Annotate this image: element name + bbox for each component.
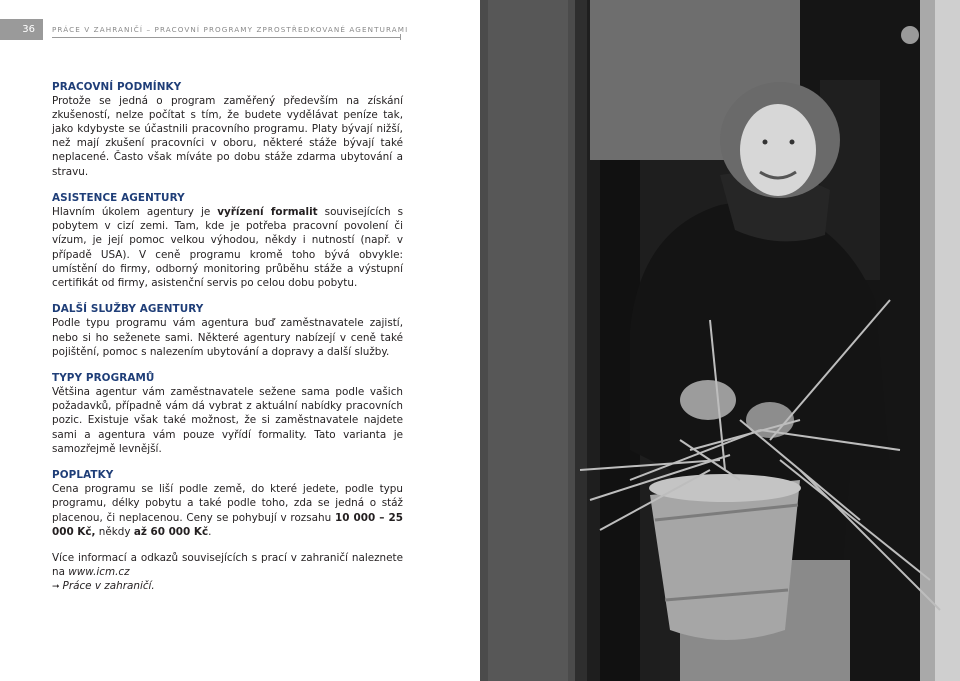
arrow-icon: ➞	[52, 582, 60, 593]
header-rule	[52, 37, 401, 38]
work-abroad-link[interactable]: Práce v zahraničí.	[62, 580, 155, 593]
section-agency-assistance	[52, 191, 403, 290]
text-fragment: někdy	[95, 525, 134, 538]
section-working-conditions	[52, 80, 403, 179]
section-heading: TYPY PROGRAMŮ	[52, 372, 155, 385]
website-link[interactable]: www.icm.cz	[68, 566, 130, 579]
section-heading: PRACOVNÍ PODMÍNKY	[52, 81, 182, 93]
section-heading: ASISTENCE AGENTURY	[52, 192, 185, 205]
section-program-types	[52, 371, 403, 456]
section-text: Většina agentur vám zaměstnavatele sežene sama podle vašich požadavků, případně vám dá vybrat z aktuální nabídky pracovních pozic. Existuje však také možnost, že si zaměstnavatele najdete sami a agentura vám pouze vyřídí formality. Tato varianta je samozřejmě levnější.	[52, 386, 403, 455]
section-text: Protože se jedná o program zaměřený především na získání zkušeností, nelze počítat s tím, že budete vydělávat peníze tak, jako kdybyste se účastnili pracovního programu. Platy bývají nižší, než mají zkušení pracovníci v oboru, některé stáže bývají také neplacené. Často však míváte po dobu stáže zdarma ubytování a stravu.	[52, 95, 403, 178]
running-header: PRÁCE V ZAHRANIČÍ – PRACOVNÍ PROGRAMY ZPROSTŘEDKOVANÉ AGENTURAMI	[52, 25, 409, 34]
more-info-text: Více informací a odkazů souvisejících s prací v zahraničí naleznete na	[52, 552, 403, 579]
section-heading: DALŠÍ SLUŽBY AGENTURY	[52, 303, 204, 316]
text-fragment: Hlavním úkolem agentury je	[52, 206, 218, 219]
header-rule-tick	[400, 34, 401, 40]
text-fragment: .	[208, 525, 212, 538]
section-fees	[52, 468, 403, 538]
bold-phrase: vyřízení formalit	[217, 206, 318, 219]
text-fragment: Cena programu se liší podle země, do které jedete, podle typu programu, délky pobytu a také podle toho, zda se jedná o stáž placenou, či neplacenou. Ceny se pohybují v rozsahu	[52, 483, 403, 524]
section-text	[52, 205, 403, 290]
text-fragment: souvisejících s pobytem v cizí zemi. Tam, kde je potřeba pracovní povolení či vízum, je její pomoc velkou výhodou, někdy i nutností (např. v případě USA). V ceně programu kromě toho bývá obvykle: umístění do firmy, odborný monitoring průběhu stáže a výstupní certifikát od firmy, asistenční servis po celou dobu pobytu.	[52, 206, 403, 289]
page-number: 36	[0, 19, 43, 40]
more-info	[52, 551, 403, 594]
section-other-services	[52, 302, 403, 358]
main-text-column	[52, 80, 403, 595]
max-price: až 60 000 Kč	[133, 525, 209, 538]
section-text	[52, 482, 403, 538]
section-text: Podle typu programu vám agentura buď zaměstnavatele zajistí, nebo si ho seženete sami. Některé agentury nabízejí v ceně také pojištění, pomoc s nalezením ubytování a dopravy a další služby.	[52, 317, 403, 358]
price-range: 10 000 – 25 000 Kč,	[52, 511, 403, 538]
photo-woman-with-bucket	[480, 0, 960, 681]
section-heading: POPLATKY	[52, 469, 114, 482]
